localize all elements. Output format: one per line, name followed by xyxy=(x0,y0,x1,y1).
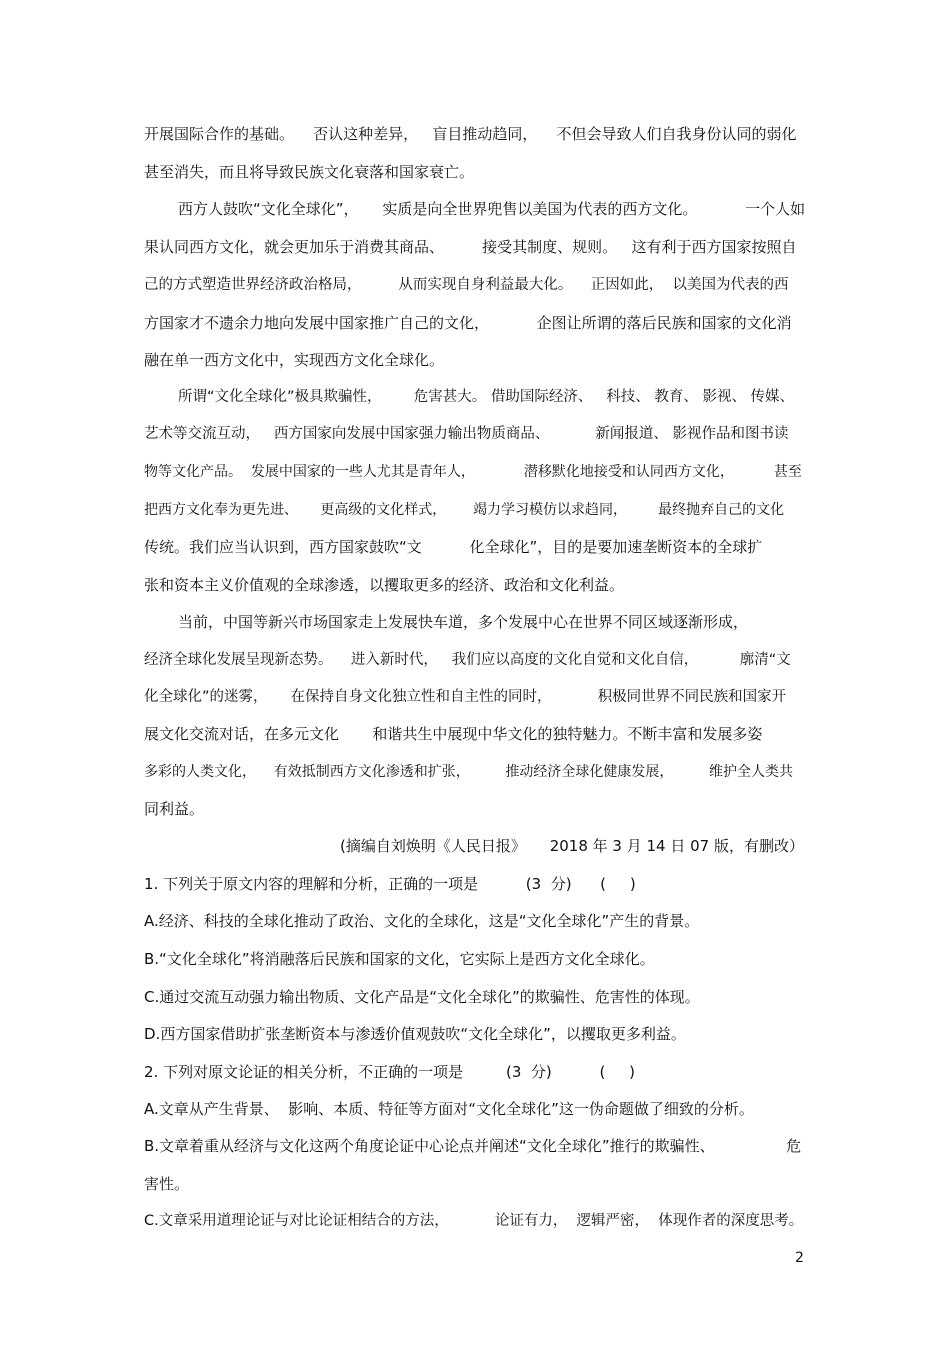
question-option: C.通过交流互动强力输出物质、文化产品是“文化全球化”的欺骗性、危害性的体现。 xyxy=(144,988,700,1006)
passage-line: 把西方文化奉为更先进、 更高级的文化样式， 竭力学习模仿以求趋同， 最终抛弃自己的文化 xyxy=(144,502,785,518)
passage-line: 甚至消失，而且将导致民族文化衰落和国家衰亡。 xyxy=(144,163,475,181)
passage-line: 开展国际合作的基础。 否认这种差异， 盲目推动趋同， 不但会导致人们自我身份认同的弱化 xyxy=(144,125,797,143)
page-number: 2 xyxy=(795,1250,804,1266)
passage-line: 物等文化产品。 发展中国家的一些人尤其是青年人， 潜移默化地接受和认同西方文化， 甚至 xyxy=(144,464,802,480)
passage-line: 方国家才不遗余力地向发展中国家推广自己的文化， 企图让所谓的落后民族和国家的文化消 xyxy=(144,314,792,332)
source-citation: (摘编自刘焕明《人民日报》 2018 年 3 月 14 日 07 版，有删改） xyxy=(340,837,804,855)
question-option: B.“文化全球化”将消融落后民族和国家的文化，它实际上是西方文化全球化。 xyxy=(144,950,655,968)
question-option: C.文章采用道理论证与对比论证相结合的方法， 论证有力， 逻辑严密， 体现作者的深度思考。 xyxy=(144,1213,804,1229)
question-stem: 2. 下列对原文论证的相关分析，不正确的一项是 (3 分) ( ) xyxy=(144,1063,636,1081)
passage-line: 同利益。 xyxy=(144,800,205,818)
question-option: B.文章着重从经济与文化这两个角度论证中心论点并阐述“文化全球化”推行的欺骗性、 危 xyxy=(144,1137,802,1155)
passage-line: 经济全球化发展呈现新态势。 进入新时代， 我们应以高度的文化自觉和文化自信， 廓清“文 xyxy=(144,652,791,668)
passage-line: 展文化交流对话，在多元文化 和谐共生中展现中华文化的独特魅力。不断丰富和发展多姿 xyxy=(144,725,763,743)
passage-line: 西方人鼓吹“文化全球化”， 实质是向全世界兜售以美国为代表的西方文化。 一个人如 xyxy=(178,200,806,218)
passage-line: 艺术等交流互动， 西方国家向发展中国家强力输出物质商品、 新闻报道、 影视作品和图书读 xyxy=(144,426,789,442)
passage-line: 张和资本主义价值观的全球渗透，以攫取更多的经济、政治和文化利益。 xyxy=(144,576,625,594)
passage-line: 多彩的人类文化， 有效抵制西方文化渗透和扩张， 推动经济全球化健康发展， 维护全人类共 xyxy=(144,764,794,780)
passage-line: 传统。我们应当认识到，西方国家鼓吹“文 化全球化”，目的是要加速垄断资本的全球扩 xyxy=(144,538,763,556)
passage-line: 果认同西方文化，就会更加乐于消费其商品、 接受其制度、规则。 这有利于西方国家按照自 xyxy=(144,238,797,256)
question-option: D.西方国家借助扩张垄断资本与渗透价值观鼓吹“文化全球化”，以攫取更多利益。 xyxy=(144,1025,686,1043)
passage-line: 融在单一西方文化中，实现西方文化全球化。 xyxy=(144,351,445,369)
question-option: 害性。 xyxy=(144,1175,190,1193)
passage-line: 己的方式塑造世界经济政治格局， 从而实现自身利益最大化。 正因如此， 以美国为代表的西 xyxy=(144,277,789,293)
passage-line: 化全球化”的迷雾， 在保持自身文化独立性和自主性的同时， 积极同世界不同民族和国家开 xyxy=(144,689,787,705)
passage-line: 当前，中国等新兴市场国家走上发展快车道，多个发展中心在世界不同区域逐渐形成， xyxy=(178,613,749,631)
question-option: A.经济、科技的全球化推动了政治、文化的全球化，这是“文化全球化”产生的背景。 xyxy=(144,912,700,930)
question-option: A.文章从产生背景、 影响、本质、特征等方面对“文化全球化”这一伪命题做了细致的分析。 xyxy=(144,1100,754,1118)
passage-line: 所谓“文化全球化”极具欺骗性， 危害甚大。 借助国际经济、 科技、 教育、 影视、 传媒、 xyxy=(178,389,795,405)
question-stem: 1. 下列关于原文内容的理解和分析，正确的一项是 (3 分) ( ) xyxy=(144,875,636,893)
